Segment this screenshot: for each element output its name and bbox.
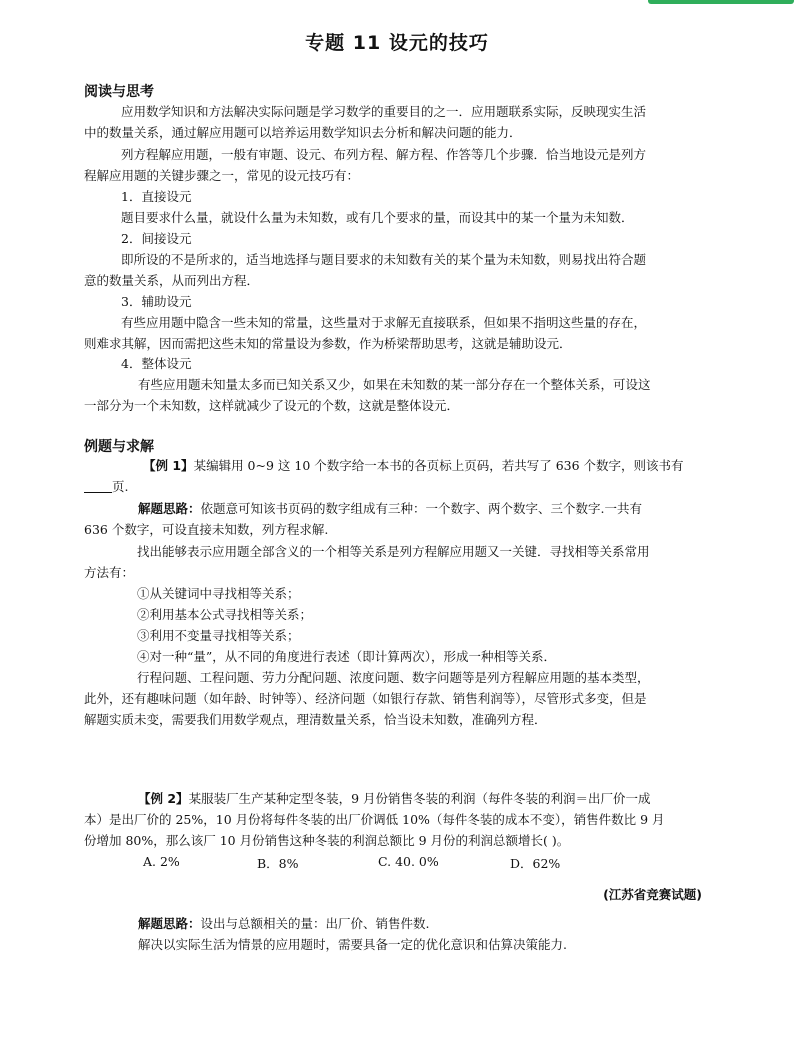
list-item-text: 题目要求什么量，就设什么量为未知数，或有几个要求的量，而设其中的某一个量为未知数． (121, 210, 634, 225)
example-1-text: 页. (112, 479, 129, 494)
paragraph-line: 方法有： (84, 565, 135, 580)
list-item-text: 有些应用题未知量太多而已知关系又少，如果在未知数的某一部分存在一个整体关系，可设这 (138, 377, 651, 392)
paragraph-line: 此外，还有趣味问题（如年龄、时钟等）、经济问题（如银行存款、销售利润等），尽管形式多变，但是 (84, 691, 647, 706)
option-c: C. 40. 0% (378, 854, 439, 869)
example-1-line (84, 479, 714, 495)
solve-text: 636 个数字，可设直接未知数，列方程求解. (84, 522, 329, 537)
example-1-text: 某编辑用 0~9 这 10 个数字给一本书的各页标上页码，若共写了 636 个数字，则该书有 (193, 458, 684, 473)
list-item-text: 有些应用题中隐含一些未知的常量，这些量对于求解无直接联系，但如果不指明这些量的存在， (121, 315, 647, 330)
method-item: ②利用基本公式寻找相等关系； (137, 607, 313, 622)
list-item-text: 一部分为一个未知数，这样就减少了设元的个数，这就是整体设元． (84, 398, 460, 413)
list-item-title: 4．整体设元 (121, 356, 192, 371)
list-item-title: 2．间接设元 (121, 231, 192, 246)
page-title: 专题 11 设元的技巧 (305, 32, 489, 54)
solve-line (138, 501, 714, 517)
example-1-tag: 【例 1】 (143, 458, 194, 473)
method-item: ③利用不变量寻找相等关系； (137, 628, 300, 643)
example-2-text: 某服装厂生产某种定型冬装，9 月份销售冬装的利润（每件冬装的利润＝出厂价一成 (188, 791, 651, 806)
section-heading-examples: 例题与求解 (84, 439, 154, 455)
solve-text: 设出与总额相关的量：出厂价、销售件数. (200, 916, 430, 931)
answer-options (143, 854, 703, 870)
solve-text: 解决以实际生活为情景的应用题时，需要具备一定的优化意识和估算决策能力. (138, 937, 567, 952)
example-1-line (143, 458, 714, 474)
list-item-title: 1．直接设元 (121, 189, 192, 204)
paragraph-line: 找出能够表示应用题全部含义的一个相等关系是列方程解应用题又一关键．寻找相等关系常用 (137, 544, 650, 559)
top-accent-bar (648, 0, 794, 4)
paragraph-line: 列方程解应用题，一般有审题、设元、布列方程、解方程、作答等几个步骤．恰当地设元是列方 (121, 147, 647, 162)
example-2-tag: 【例 2】 (138, 791, 189, 806)
solve-label: 解题思路： (138, 916, 201, 931)
solve-text: 依题意可知该书页码的数字组成有三种：一个数字、两个数字、三个数字.一共有 (200, 501, 642, 516)
list-item-text: 即所设的不是所求的，适当地选择与题目要求的未知数有关的某个量为未知数，则易找出符合题 (121, 252, 647, 267)
paragraph-line: 行程问题、工程问题、劳力分配问题、浓度问题、数字问题等是列方程解应用题的基本类型， (137, 670, 650, 685)
example-2-text: 份增加 80%，那么该厂 10 月份销售这种冬装的利润总额比 9 月份的利润总额增长( )。 (84, 833, 570, 848)
solve-line (138, 916, 714, 932)
list-item-title: 3．辅助设元 (121, 294, 192, 309)
list-item-text: 意的数量关系，从而列出方程． (84, 273, 260, 288)
option-a: A. 2% (143, 854, 180, 869)
option-b: B．8% (257, 856, 299, 871)
solve-label: 解题思路： (138, 501, 201, 516)
example-2-line (138, 791, 714, 807)
paragraph-line: 解题实质未变，需要我们用数学观点，理清数量关系，恰当设未知数，准确列方程． (84, 712, 547, 727)
option-d: D．62% (510, 856, 561, 871)
paragraph-line: 程解应用题的关键步骤之一，常见的设元技巧有： (84, 168, 360, 183)
list-item-text: 则难求其解，因而需把这些未知的常量设为参数，作为桥梁帮助思考，这就是辅助设元． (84, 336, 572, 351)
method-item: ①从关键词中寻找相等关系； (137, 586, 300, 601)
paragraph-line: 应用数学知识和方法解决实际问题是学习数学的重要目的之一．应用题联系实际，反映现实生活 (121, 104, 647, 119)
example-2-text: 本）是出厂价的 25%，10 月份将每件冬装的出厂价调低 10%（每件冬装的成本不变），销售件数比 9 月 (84, 812, 665, 827)
source-note: (江苏省竞赛试题) (603, 887, 702, 902)
answer-blank (84, 480, 112, 493)
section-heading-reading: 阅读与思考 (84, 84, 154, 100)
method-item: ④对一种“量”，从不同的角度进行表述（即计算两次），形成一种相等关系． (137, 649, 557, 664)
paragraph-line: 中的数量关系，通过解应用题可以培养运用数学知识去分析和解决问题的能力． (84, 125, 522, 140)
